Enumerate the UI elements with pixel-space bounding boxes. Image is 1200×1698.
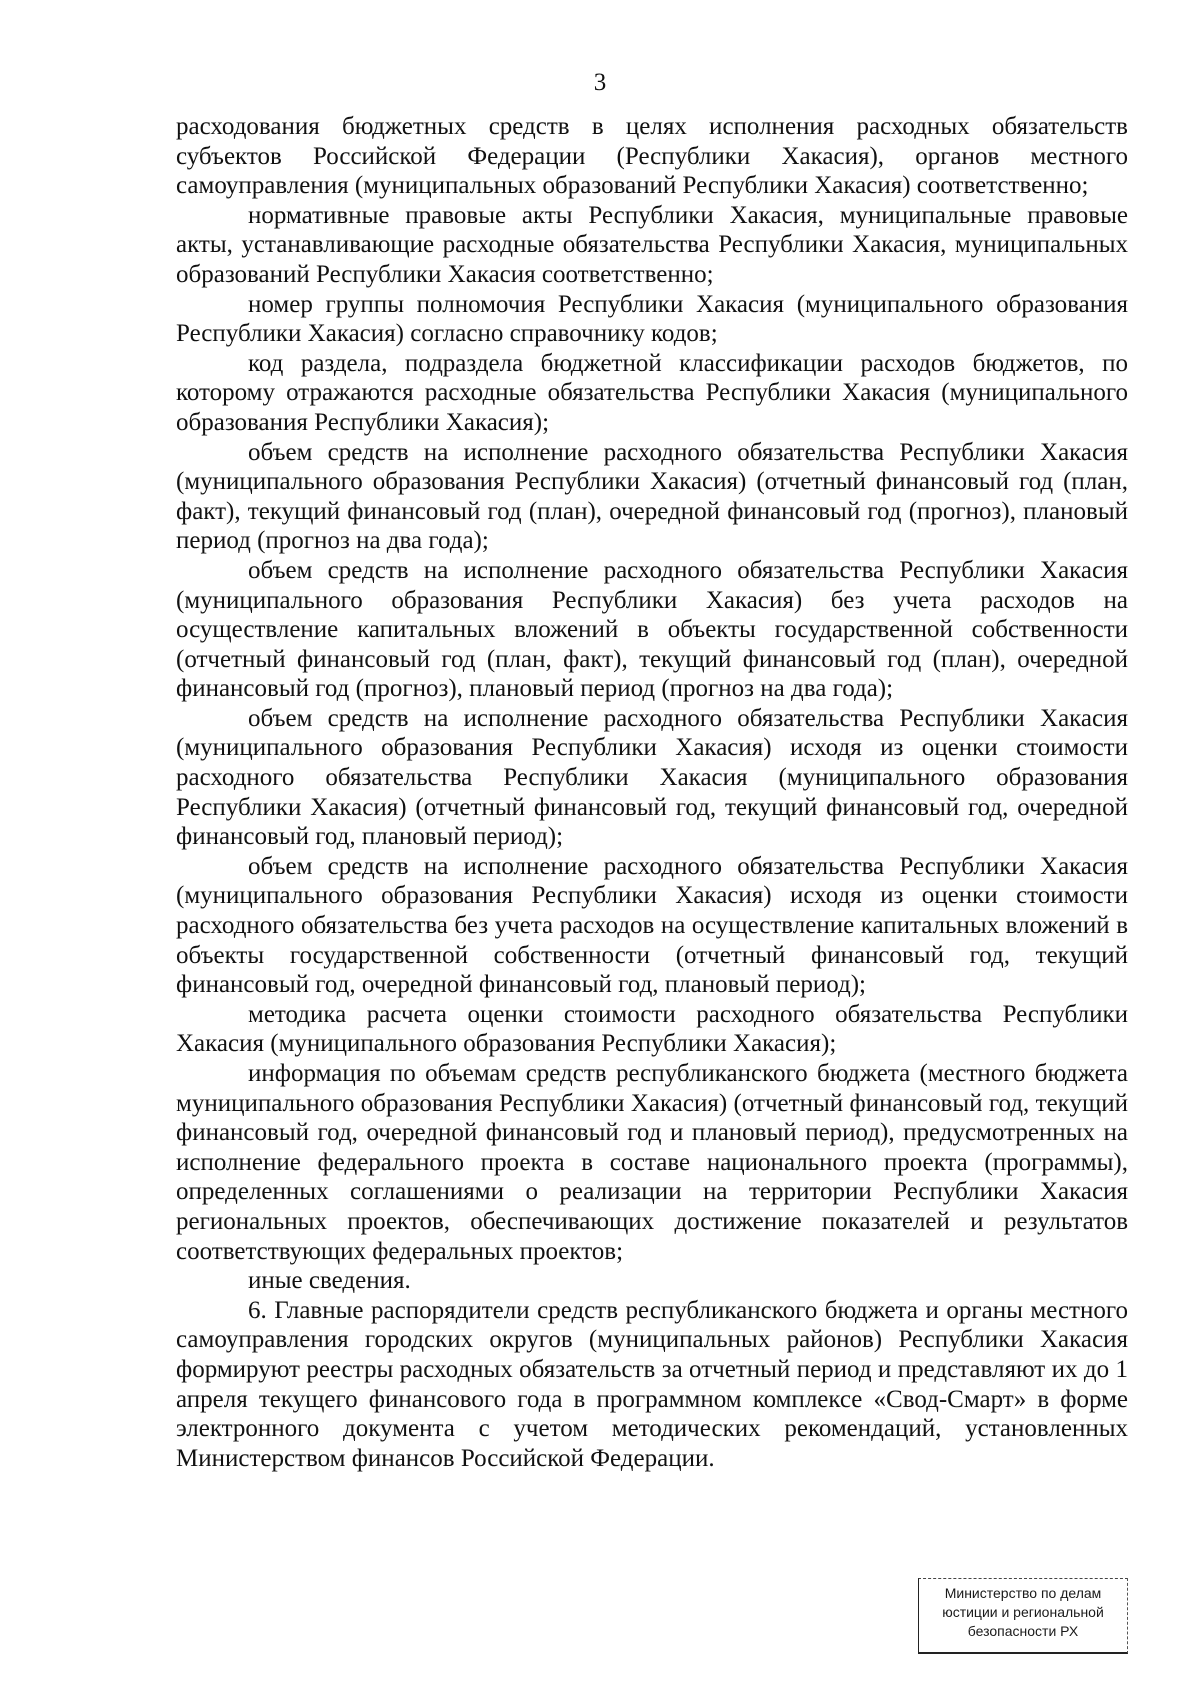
stamp-line-1: Министерство по делам <box>944 1585 1102 1601</box>
stamp-line-2: юстиции и региональной <box>942 1604 1104 1620</box>
page-number: 3 <box>593 69 607 96</box>
paragraph-5: объем средств на исполнение расходного обязательства Республики Хакасия (муниципального образования Республики Хакасия) (отчетный финансовый год (план, факт), текущий финансовый год (план), очередной финансовый год (прогноз), плановый период (прогноз на два года); <box>176 438 1128 555</box>
paragraph-7: объем средств на исполнение расходного обязательства Республики Хакасия (муниципального образования Республики Хакасия) исходя из оценки стоимости расходного обязательства Республики Хакасия (муниципального образования Республики Хакасия) (отчетный финансовый год, текущий финансовый год, очередной финансовый год, плановый период); <box>176 704 1128 851</box>
paragraph-6: объем средств на исполнение расходного обязательства Республики Хакасия (муниципального образования Республики Хакасия) без учета расходов на осуществление капитальных вложений в объекты государственной собственности (отчетный финансовый год (план, факт), текущий финансовый год (план), очередной финансовый год (прогноз), плановый период (прогноз на два года); <box>176 556 1128 703</box>
paragraph-12: 6. Главные распорядители средств республиканского бюджета и органы местного самоуправления городских округов (муниципальных районов) Республики Хакасия формируют реестры расходных обязательств за отчетный период и представляют их до 1 апреля текущего финансового года в программном комплексе «Свод-Смарт» в форме электронного документа с учетом методических рекомендаций, установленных Министерством финансов Российской Федерации. <box>176 1296 1128 1472</box>
document-body <box>176 112 1128 1473</box>
paragraph-8: объем средств на исполнение расходного обязательства Республики Хакасия (муниципального образования Республики Хакасия) исходя из оценки стоимости расходного обязательства без учета расходов на осуществление капитальных вложений в объекты государственной собственности (отчетный финансовый год, текущий финансовый год, очередной финансовый год, плановый период); <box>176 852 1128 999</box>
paragraph-11: иные сведения. <box>248 1267 411 1295</box>
paragraph-10: информация по объемам средств республиканского бюджета (местного бюджета муниципального образования Республики Хакасия) (отчетный финансовый год, текущий финансовый год, очередной финансовый год и плановый период), предусмотренных на исполнение федерального проекта в составе национального проекта (программы), определенных соглашениями о реализации на территории Республики Хакасия региональных проектов, обеспечивающих достижение показателей и результатов соответствующих федеральных проектов; <box>176 1060 1128 1265</box>
paragraph-3: номер группы полномочия Республики Хакасия (муниципального образования Республики Хакасия) согласно справочнику кодов; <box>176 290 1128 348</box>
stamp-line-3: безопасности РХ <box>967 1623 1079 1639</box>
registration-stamp <box>918 1578 1128 1654</box>
paragraph-2: нормативные правовые акты Республики Хакасия, муниципальные правовые акты, устанавливающие расходные обязательства Республики Хакасия, муниципальных образований Республики Хакасия соответственно; <box>176 201 1128 288</box>
paragraph-9: методика расчета оценки стоимости расходного обязательства Республики Хакасия (муниципального образования Республики Хакасия); <box>176 1000 1128 1058</box>
paragraph-4: код раздела, подраздела бюджетной классификации расходов бюджетов, по которому отражаются расходные обязательства Республики Хакасия (муниципального образования Республики Хакасия); <box>176 349 1128 436</box>
paragraph-1: расходования бюджетных средств в целях исполнения расходных обязательств субъектов Российской Федерации (Республики Хакасия), органов местного самоуправления (муниципальных образований Республики Хакасия) соответственно; <box>176 113 1128 200</box>
